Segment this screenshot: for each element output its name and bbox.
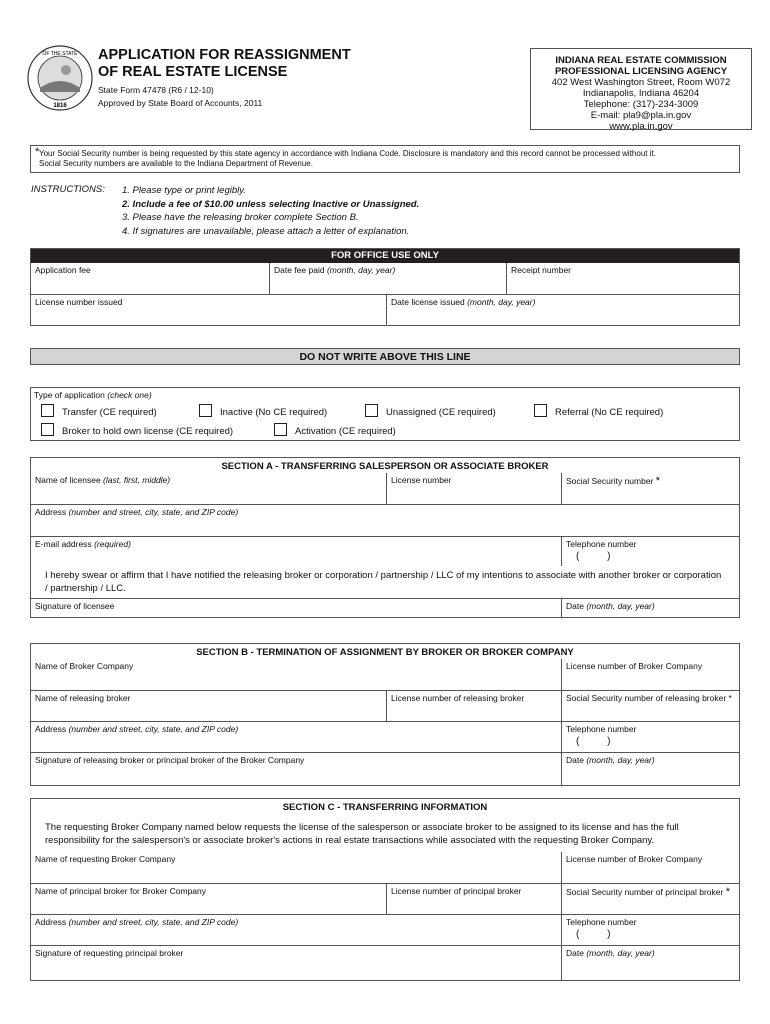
principal-broker-name-field[interactable]: [31, 884, 386, 914]
checkbox[interactable]: [41, 404, 54, 417]
option-referral[interactable]: [534, 404, 663, 418]
field-label: Date: [566, 601, 584, 611]
instruction-item: 2. Include a fee of $10.00 unless selecting Inactive or Unassigned.: [122, 198, 420, 210]
agency-website: www.pla.in.gov: [609, 121, 673, 132]
field-hint: (check one): [107, 390, 152, 400]
asterisk: *: [655, 475, 661, 487]
licensee-name-field[interactable]: [31, 473, 386, 504]
requesting-company-name-field[interactable]: [31, 852, 561, 883]
ssn-field[interactable]: [561, 473, 739, 504]
telephone-field[interactable]: [561, 537, 739, 566]
field-label: E-mail address: [35, 539, 92, 549]
area-code-parens: ( ): [576, 929, 611, 940]
office-use-title: FOR OFFICE USE ONLY: [31, 249, 739, 263]
field-label: Social Security number: [566, 476, 654, 486]
section-c: [30, 798, 740, 981]
field-label: Name of requesting Broker Company: [35, 854, 176, 864]
field-label: Signature of releasing broker or principal broker of the Broker Company: [35, 755, 305, 765]
affirmation-text: I hereby swear or affirm that I have notified the releasing broker or corporation / partnership / LLC of my intentions to associate with another broker or corporation / partnership / LLC.: [45, 570, 722, 594]
receipt-number-field[interactable]: [506, 263, 739, 294]
option-label: Activation (CE required): [295, 426, 396, 437]
svg-text:OF THE STATE: OF THE STATE: [42, 51, 78, 57]
date-license-issued-field[interactable]: [386, 295, 739, 325]
releasing-broker-name-field[interactable]: [31, 691, 386, 721]
section-b-title: SECTION B - TERMINATION OF ASSIGNMENT BY BROKER OR BROKER COMPANY: [196, 647, 574, 658]
principal-broker-ssn-field[interactable]: [561, 884, 739, 914]
field-label: Signature of licensee: [35, 601, 115, 611]
state-seal-logo: [26, 44, 94, 112]
field-hint: (required): [94, 539, 131, 549]
licensee-signature-field[interactable]: [31, 599, 561, 618]
form-title-line2: OF REAL ESTATE LICENSE: [98, 64, 288, 80]
option-label: Referral (No CE required): [555, 407, 664, 418]
agency-city: Indianapolis, Indiana 46204: [582, 88, 700, 99]
date-field[interactable]: [561, 599, 739, 618]
field-label: Address: [35, 917, 67, 927]
field-label: Name of licensee: [35, 475, 101, 485]
releasing-broker-signature-field[interactable]: [31, 753, 561, 786]
releasing-broker-ssn-field[interactable]: [561, 691, 739, 721]
field-label: Address: [35, 724, 67, 734]
agency-phone: Telephone: (317)-234-3009: [583, 99, 699, 110]
field-hint: (month, day, year): [586, 601, 655, 611]
date-field[interactable]: [561, 753, 739, 786]
releasing-broker-license-field[interactable]: [386, 691, 561, 721]
option-activation[interactable]: [274, 423, 396, 437]
svg-text:1816: 1816: [53, 103, 67, 109]
section-c-title: SECTION C - TRANSFERRING INFORMATION: [282, 802, 488, 813]
field-label: Social Security number of principal broker: [566, 887, 724, 897]
field-label: License number of Broker Company: [566, 661, 703, 671]
section-b: [30, 643, 740, 786]
application-fee-field[interactable]: [31, 263, 269, 294]
area-code-parens: ( ): [576, 551, 611, 562]
option-transfer[interactable]: [41, 404, 157, 418]
date-fee-paid-field[interactable]: [269, 263, 506, 294]
license-number-field[interactable]: [386, 473, 561, 504]
option-label: Transfer (CE required): [62, 407, 157, 418]
section-a-title: SECTION A - TRANSFERRING SALESPERSON OR ASSOCIATE BROKER: [221, 461, 549, 472]
address-field[interactable]: [31, 722, 561, 752]
email-field[interactable]: [31, 537, 561, 566]
telephone-field[interactable]: [561, 722, 739, 752]
do-not-write-bar: DO NOT WRITE ABOVE THIS LINE: [30, 348, 740, 365]
instruction-item: 3. Please have the releasing broker complete Section B.: [122, 212, 359, 223]
address-field[interactable]: [31, 505, 739, 536]
option-label: Inactive (No CE required): [220, 407, 328, 418]
checkbox[interactable]: [41, 423, 54, 436]
field-label: License number of Broker Company: [566, 854, 703, 864]
instruction-item: 4. If signatures are unavailable, please attach a letter of explanation.: [122, 225, 410, 237]
asterisk: *: [725, 886, 730, 898]
principal-broker-signature-field[interactable]: [31, 946, 561, 980]
field-label: Type of application: [34, 390, 105, 400]
field-label: Receipt number: [511, 265, 572, 275]
field-hint: (number and street, city, state, and ZIP code): [68, 507, 239, 517]
office-use-box: [30, 248, 740, 326]
checkbox[interactable]: [534, 404, 547, 417]
field-label: License number of principal broker: [391, 886, 522, 896]
field-label: Date fee paid: [274, 265, 325, 275]
checkbox[interactable]: [199, 404, 212, 417]
field-label: Name of releasing broker: [35, 693, 131, 703]
field-label: Address: [35, 507, 67, 517]
option-label: Unassigned (CE required): [386, 407, 496, 418]
agency-email: E-mail: pla9@pla.in.gov: [590, 110, 692, 121]
field-label: Telephone number: [566, 724, 637, 734]
agency-box: [530, 48, 752, 130]
instruction-item: 1. Please type or print legibly.: [122, 185, 246, 196]
field-label: Social Security number of releasing broker: [566, 693, 727, 703]
asterisk: *: [728, 693, 732, 703]
field-hint: (month, day, year): [326, 265, 396, 275]
ssn-notice: [30, 145, 740, 173]
field-label: License number of releasing broker: [391, 693, 525, 703]
field-hint: (month, day, year): [586, 948, 655, 958]
form-title-line1: APPLICATION FOR REASSIGNMENT: [98, 47, 351, 63]
broker-company-name-field[interactable]: [31, 659, 561, 690]
form-approval: Approved by State Board of Accounts, 2011: [98, 98, 263, 108]
address-field[interactable]: [31, 915, 561, 945]
field-label: Telephone number: [566, 539, 637, 549]
checkbox[interactable]: [274, 423, 287, 436]
field-label: License number issued: [35, 297, 123, 307]
asterisk: *: [35, 146, 40, 158]
company-license-field[interactable]: [561, 852, 739, 883]
ssn-notice-line2: Social Security numbers are available to the Indiana Department of Revenue.: [39, 159, 313, 168]
field-label: Name of Broker Company: [35, 661, 134, 671]
broker-company-license-field[interactable]: [561, 659, 739, 690]
responsibility-statement: The requesting Broker Company named below requests the license of the salesperson or associate broker to be assigned to its license and has the full responsibility for the salesperson's or associate broker's actions in real estate transactions while associated with the requesting Broker Company.: [45, 822, 679, 846]
field-label: Name of principal broker for Broker Company: [35, 886, 207, 896]
field-label: Date: [566, 948, 584, 958]
field-hint: (number and street, city, state, and ZIP code): [68, 917, 239, 927]
field-label: Date: [566, 755, 584, 765]
field-label: Date license issued: [391, 297, 465, 307]
option-label: Broker to hold own license (CE required): [62, 426, 234, 437]
telephone-field[interactable]: [561, 915, 739, 945]
application-type-box: [30, 387, 740, 441]
option-unassigned[interactable]: [365, 404, 496, 418]
principal-broker-license-field[interactable]: [386, 884, 561, 914]
agency-subname: PROFESSIONAL LICENSING AGENCY: [554, 66, 728, 77]
instructions-label: INSTRUCTIONS:: [31, 184, 105, 195]
form-number: State Form 47478 (R6 / 12-10): [98, 85, 214, 95]
checkbox[interactable]: [365, 404, 378, 417]
field-hint: (number and street, city, state, and ZIP code): [68, 724, 239, 734]
option-broker-own-license[interactable]: [41, 423, 233, 437]
area-code-parens: ( ): [576, 736, 611, 747]
section-a: [30, 457, 740, 618]
field-hint: (month, day, year): [586, 755, 655, 765]
agency-name: INDIANA REAL ESTATE COMMISSION: [555, 55, 727, 66]
ssn-notice-line1: Your Social Security number is being requested by this state agency in accordance with Indiana Code. Disclosure is mandatory and this record cannot be processed without it.: [39, 149, 656, 158]
field-label: Application fee: [35, 265, 91, 275]
field-label: Telephone number: [566, 917, 637, 927]
date-field[interactable]: [561, 946, 739, 980]
option-inactive[interactable]: [199, 404, 327, 418]
field-hint: (last, first, middle): [103, 475, 171, 485]
license-number-issued-field[interactable]: [31, 295, 386, 325]
field-hint: (month, day, year): [467, 297, 536, 307]
instructions-list: [122, 184, 419, 238]
field-label: Signature of requesting principal broker: [35, 948, 184, 958]
field-label: License number: [391, 475, 452, 485]
agency-address: 402 West Washington Street, Room W072: [551, 77, 731, 88]
